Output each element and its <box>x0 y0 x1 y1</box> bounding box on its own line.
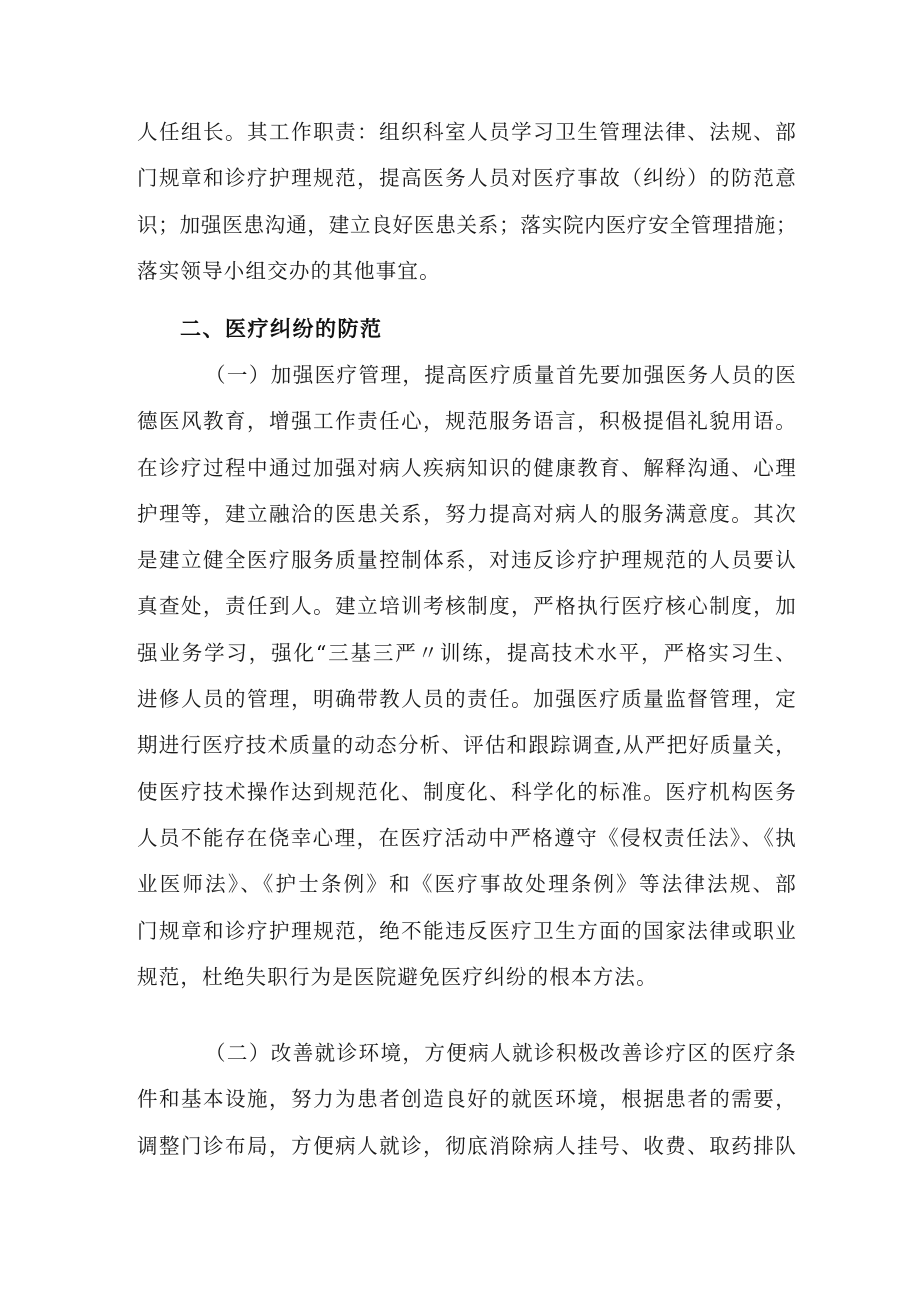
paragraph-medical-management <box>137 352 797 1000</box>
paragraph-environment <box>137 1030 797 1169</box>
text-line: 在诊疗过程中通过加强对病人疾病知识的健康教育、解释沟通、心理 <box>137 455 797 480</box>
text-line: 规范，杜绝失职行为是医院避免医疗纠纷的根本方法。 <box>137 964 658 989</box>
text-line: 期进行医疗技术质量的动态分析、评估和跟踪调查,从严把好质量关， <box>137 733 797 758</box>
text-line: 德医风教育，增强工作责任心，规范服务语言，积极提倡礼貌用语。 <box>137 409 797 434</box>
text-line: 落实领导小组交办的其他事宜。 <box>137 258 441 283</box>
text-line: 强业务学习，强化“三基三严〃训练，提高技术水平，严格实习生、 <box>137 640 797 665</box>
text-line: 门规章和诊疗护理规范，提高医务人员对医疗事故（纠纷）的防范意 <box>137 166 797 191</box>
text-line: 护理等，建立融洽的医患关系，努力提高对病人的服务满意度。其次 <box>137 501 797 526</box>
text-line: 人员不能存在侥幸心理，在医疗活动中严格遵守《侵权责任法》、《执 <box>137 825 797 850</box>
text-line: 业医师法》、《护士条例》和《医疗事故处理条例》等法律法规、部 <box>137 872 797 897</box>
text-line: （一）加强医疗管理，提高医疗质量首先要加强医务人员的医 <box>205 363 797 387</box>
text-line: 进修人员的管理，明确带教人员的责任。加强医疗质量监督管理，定 <box>137 687 797 712</box>
text-line: 人任组长。其工作职责：组织科室人员学习卫生管理法律、法规、部 <box>137 120 797 144</box>
text-line: 是建立健全医疗服务质量控制体系，对违反诊疗护理规范的人员要认 <box>137 548 797 573</box>
text-line: 使医疗技术操作达到规范化、制度化、科学化的标准。医疗机构医务 <box>137 779 797 804</box>
text-line: （二）改善就诊环境，方便病人就诊积极改善诊疗区的医疗条 <box>205 1041 797 1065</box>
text-line: 件和基本设施，努力为患者创造良好的就医环境，根据患者的需要， <box>137 1087 797 1112</box>
text-line: 识；加强医患沟通，建立良好医患关系；落实院内医疗安全管理措施； <box>137 212 798 237</box>
section-heading: 二、医疗纠纷的防范 <box>180 317 383 341</box>
text-line: 门规章和诊疗护理规范，绝不能违反医疗卫生方面的国家法律或职业 <box>137 918 797 943</box>
text-line: 真查处，责任到人。建立培训考核制度，严格执行医疗核心制度，加 <box>137 594 797 619</box>
paragraph-duties <box>137 109 797 294</box>
text-line: 调整门诊布局，方便病人就诊，彻底消除病人挂号、收费、取药排队 <box>137 1133 797 1158</box>
